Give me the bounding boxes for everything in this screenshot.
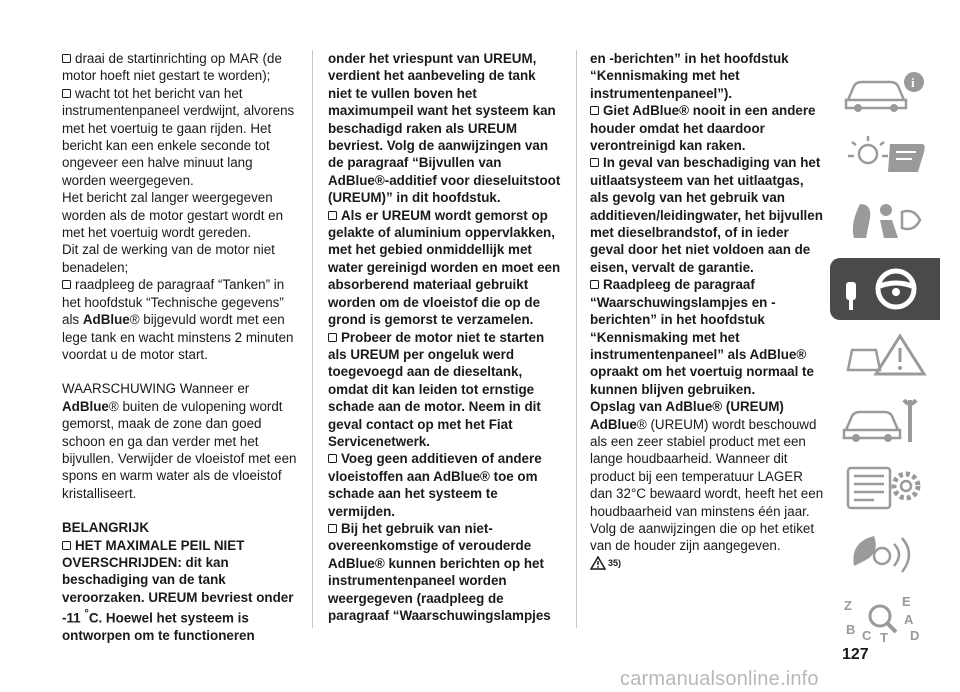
chapter-tab-technical-data[interactable] bbox=[830, 456, 940, 518]
checkbox-bullet-icon bbox=[62, 54, 71, 63]
checkbox-bullet-icon bbox=[328, 333, 337, 342]
chapter-tab-maintenance[interactable] bbox=[830, 390, 940, 452]
chapter-tab-starting-driving[interactable] bbox=[830, 258, 940, 320]
svg-text:i: i bbox=[911, 75, 915, 90]
index-letter: Z bbox=[844, 598, 852, 613]
warning-lights-icon bbox=[840, 132, 930, 182]
bullet-paragraph: Bij het gebruik van niet-overeenkomstige of verouderde AdBlue® kunnen berichten op het instrumentenpaneel worden weergegeven (raadpleeg de paragraaf “Waarschuwingslampjes bbox=[328, 520, 551, 623]
index-letter: B bbox=[846, 622, 856, 637]
paragraph: onder het vriespunt van UREUM, verdient het aanbeveling de tank niet te vullen boven het maximumpeil want het systeem kan beschadigd raken als UREUM bevriest. Volg de aanwijzingen van de paragraaf “Bijvullen van AdBlue®-additief voor dieseluitstoot (UREUM)” in dit hoofdstuk. bbox=[328, 51, 561, 206]
bullet-paragraph: wacht tot het bericht van het instrumentenpaneel verdwijnt, alvorens met het voertuig te gaan rijden. Het bericht kan een enkele seconde tot ongeveer een halve minuut lang worden weergegeven. bbox=[62, 85, 295, 188]
checkbox-bullet-icon bbox=[590, 158, 599, 167]
checkbox-bullet-icon bbox=[328, 454, 337, 463]
steering-key-icon bbox=[840, 264, 930, 314]
multimedia-icon bbox=[840, 528, 930, 578]
checkbox-bullet-icon bbox=[328, 211, 337, 220]
page-number: 127 bbox=[842, 646, 869, 663]
paragraph: Volg de aanwijzingen die op het etiket van de houder zijn aangegeven. bbox=[590, 520, 815, 554]
chapter-tab-instruments[interactable] bbox=[830, 126, 940, 188]
checkbox-bullet-icon bbox=[590, 106, 599, 115]
warning-paragraph: WAARSCHUWING Wanneer er AdBlue® buiten de vulopening wordt gemorst, maak de zone dan goed schoon en ga dan verder met het bijvullen. Verwijder de vloeistof met een spons en warm water als de vloeistof kristalliseert. bbox=[62, 381, 297, 501]
paragraph: Het bericht zal langer weergegeven worden als de motor gestart wordt en met het voertuig wordt gereden. bbox=[62, 190, 284, 241]
text-column-3 bbox=[590, 50, 825, 572]
index-letters-icon bbox=[840, 594, 930, 644]
chapter-tab-index[interactable] bbox=[830, 588, 940, 650]
index-letter: D bbox=[910, 628, 920, 643]
index-letter: T bbox=[880, 630, 888, 644]
paragraph: en -berichten” in het hoofdstuk “Kennismaking met het instrumentenpaneel”). bbox=[590, 51, 789, 101]
car-info-icon bbox=[840, 66, 930, 116]
index-letter: C bbox=[862, 628, 872, 643]
bullet-paragraph: Giet AdBlue® nooit in een andere houder omdat het daardoor verontreinigd kan raken. bbox=[590, 103, 816, 154]
bullet-paragraph: Als er UREUM wordt gemorst op gelakte of aluminium oppervlakken, met het gebied onmiddellijk met water gereinigd worden en moet een absorberend materiaal gebruikt worden om de vloeistof die op de grond is gemorst te verzamelen. bbox=[328, 207, 561, 328]
bullet-paragraph: In geval van beschadiging van het uitlaatsysteem van het uitlaatgas, als gevolg van het gebruik van additieven/leidingwater, het bijvullen met dieselbrandstof, of in ieder geval door het niet voldoen aan de eisen, vervalt de garantie. bbox=[590, 155, 823, 275]
chapter-tab-safety[interactable] bbox=[830, 192, 940, 254]
paragraph: Dit zal de werking van de motor niet benadelen; bbox=[62, 242, 275, 275]
car-wrench-icon bbox=[840, 396, 930, 446]
text-column-1 bbox=[62, 50, 297, 644]
section-heading-important: BELANGRIJK bbox=[62, 520, 150, 536]
bullet-paragraph: HET MAXIMALE PEIL NIET OVERSCHRIJDEN: dit kan beschadiging van de tank veroorzaken. UREUM bevriest onder -11 °C. Hoewel het systeem is ontworpen om te functioneren bbox=[62, 537, 294, 644]
watermark: carmanualsonline.info bbox=[620, 668, 819, 690]
airbag-seat-icon bbox=[840, 198, 930, 248]
paragraph: AdBlue® (UREUM) wordt beschouwd als een zeer stabiel product met een lange houdbaarheid. Wanneer dit product bij een temperatuur LAGER dan 32°C bewaard wordt, heeft het een houdbaarheid van minstens één jaar. bbox=[590, 416, 824, 519]
index-letter: A bbox=[904, 612, 914, 627]
checkbox-bullet-icon bbox=[62, 541, 71, 550]
checkbox-bullet-icon bbox=[328, 524, 337, 533]
checkbox-bullet-icon bbox=[62, 89, 71, 98]
road-warning-icon bbox=[840, 330, 930, 380]
bullet-paragraph: Probeer de motor niet te starten als UREUM per ongeluk werd toegevoegd aan de dieseltank, omdat dit kan leiden tot ernstige schade aan de motor. Neem in dit geval contact op met het Fiat Servicenetwerk. bbox=[328, 329, 545, 449]
warning-triangle-icon bbox=[590, 556, 606, 570]
checkbox-bullet-icon bbox=[590, 280, 599, 289]
checkbox-bullet-icon bbox=[62, 280, 71, 289]
bullet-paragraph: Raadpleeg de paragraaf “Waarschuwingslampjes en -berichten” in het hoofdstuk “Kennismaking met het instrumentenpaneel” als AdBlue® opraakt om het voertuig normaal te kunnen blijven gebruiken. bbox=[590, 277, 814, 397]
chapter-tab-knowing-vehicle[interactable] bbox=[830, 60, 940, 122]
section-title: Opslag van AdBlue® (UREUM) bbox=[590, 399, 784, 415]
bullet-paragraph: Voeg geen additieven of andere vloeistoffen aan AdBlue® toe om schade aan het systeem te vermijden. bbox=[328, 451, 542, 519]
index-letter: E bbox=[902, 594, 911, 609]
chapter-tab-multimedia[interactable] bbox=[830, 522, 940, 584]
bullet-paragraph: raadpleeg de paragraaf “Tanken” in het hoofdstuk “Technische gegevens” als AdBlue® bijgevuld wordt met een lege tank en wacht minstens 2 minuten voordat u de motor start. bbox=[62, 277, 294, 362]
specs-gear-icon bbox=[840, 462, 930, 512]
text-column-2 bbox=[328, 50, 563, 624]
warning-reference: 35) bbox=[590, 555, 825, 572]
column-divider-1 bbox=[312, 50, 313, 628]
column-divider-2 bbox=[576, 50, 577, 628]
bullet-paragraph: draai de startinrichting op MAR (de motor hoeft niet gestart te worden); bbox=[62, 51, 282, 84]
chapter-tab-emergency[interactable] bbox=[830, 324, 940, 386]
chapter-tab-sidebar bbox=[830, 60, 940, 654]
